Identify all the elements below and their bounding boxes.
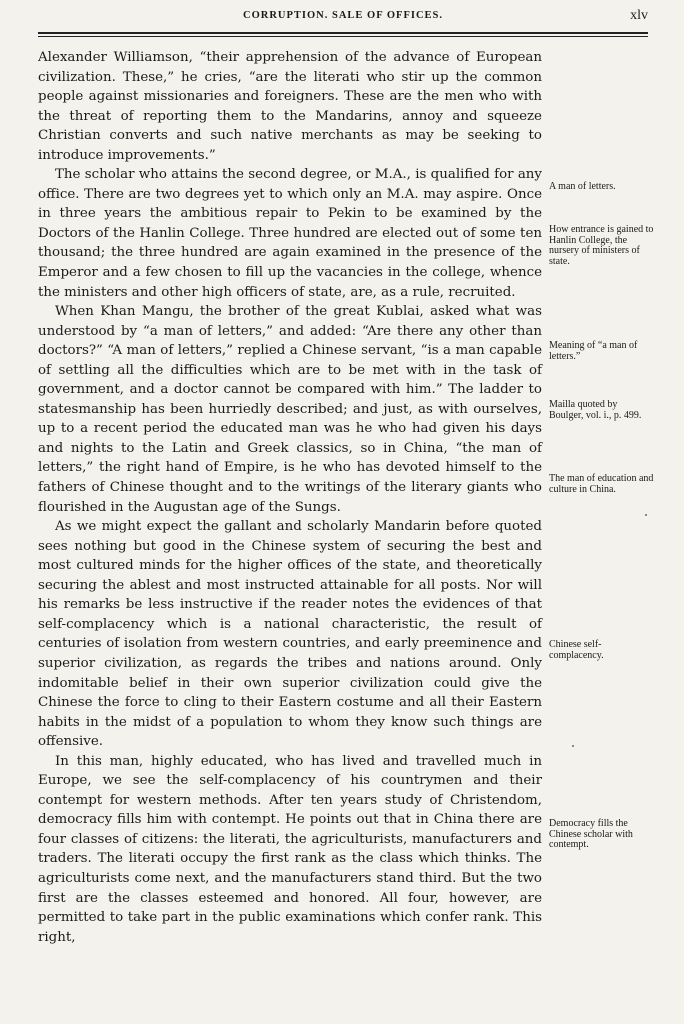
marginal-note-man-of-letters: A man of letters.	[549, 181, 616, 192]
page-number: xlv	[630, 8, 648, 23]
running-title: CORRUPTION. SALE OF OFFICES.	[242, 10, 443, 21]
marginal-note-self-complacency: Chinese self-complacency.	[549, 639, 604, 661]
header-rule-thin	[38, 36, 648, 37]
paragraph-3: When Khan Mangu, the brother of the great Kublai, asked what was understood by “a man of letters,” and added: “Are there any other than doctors?” “A man of letters,” replied a Chinese servant, “is a man capable of settling all the difficulties which are to be met with in the task of government, and a doctor cannot be compared with him.” The ladder to statesmanship has been hurriedly described; and just, as with ourselves, up to a recent period the educated man was he who had given his days and nights to the Latin and Greek classics, so in China, “the man of letters,” the right hand of Empire, is he who has devoted himself to the fathers of Chinese thought and to the writings of the literary giants who flourished in the Augustan age of the Sungs.	[38, 304, 542, 515]
paragraph-1: Alexander Williamson, “their apprehension of the advance of European civilization. These,” he cries, “are the literati who stir up the common people against missionaries and foreigners. These are the men who with the threat of reporting them to the Mandarins, annoy and squeeze Christian converts and such native merchants as may be seeking to introduce improvements.”	[38, 50, 542, 163]
marginal-note-education-culture: The man of education and culture in China.	[549, 473, 654, 495]
paragraph-5: In this man, highly educated, who has lived and travelled much in Europe, we see the self-complacency of his countrymen and their contempt for western methods. After ten years study of Christendom, democracy fills him with contempt. He points out that in China there are four classes of citizens: the literati, the agriculturists, manufacturers and traders. The literati occupy the first rank as the class which thinks. The agriculturists come next, and the manufacturers stand third. But the two first are the classes esteemed and honored. All four, however, are permitted to take part in the public examinations which confer rank. This right,	[38, 753, 542, 945]
paragraph-4: As we might expect the gallant and scholarly Mandarin before quoted sees nothing but good in the Chinese system of securing the best and most cultured minds for the higher offices of the state, and theoretically securing the ablest and most instructed attainable for all posts. Nor will his remarks be less instructive if the reader notes the evidences of that self-complacency which is a national characteristic, the result of centuries of isolation from western countries, and early preeminence and superior civilization, as regards the tribes and nations around. Only indomitable belief in their own superior civilization could give the Chinese the force to cling to their Eastern costume and all their Eastern habits in the midst of a population to whom they know such things are offensive.	[38, 519, 542, 750]
marginal-note-mailla-citation: Mailla quoted by Boulger, vol. i., p. 499.	[549, 399, 642, 421]
running-head	[38, 10, 648, 30]
body-text	[38, 48, 542, 947]
print-speck	[572, 745, 574, 747]
print-speck	[645, 514, 647, 516]
header-rule-thick	[38, 32, 648, 34]
paragraph-2: The scholar who attains the second degree, or M.A., is qualified for any office. There are two degrees yet to which only an M.A. may aspire. Once in three years the ambitious repair to Pekin to be examined by the Doctors of the Hanlin College. Three hundred are elected out of some ten thousand; the three hundred are again examined in the presence of the Emperor and a few chosen to fill up the vacancies in the college, whence the ministers and other high officers of state, are, as a rule, recruited.	[38, 167, 542, 300]
marginal-note-meaning: Meaning of “a man of letters.”	[549, 340, 638, 362]
marginal-note-hanlin-entrance: How entrance is gained to Hanlin College, the nursery of ministers of state.	[549, 224, 654, 267]
marginal-note-democracy: Democracy fills the Chinese scholar with contempt.	[549, 818, 633, 850]
